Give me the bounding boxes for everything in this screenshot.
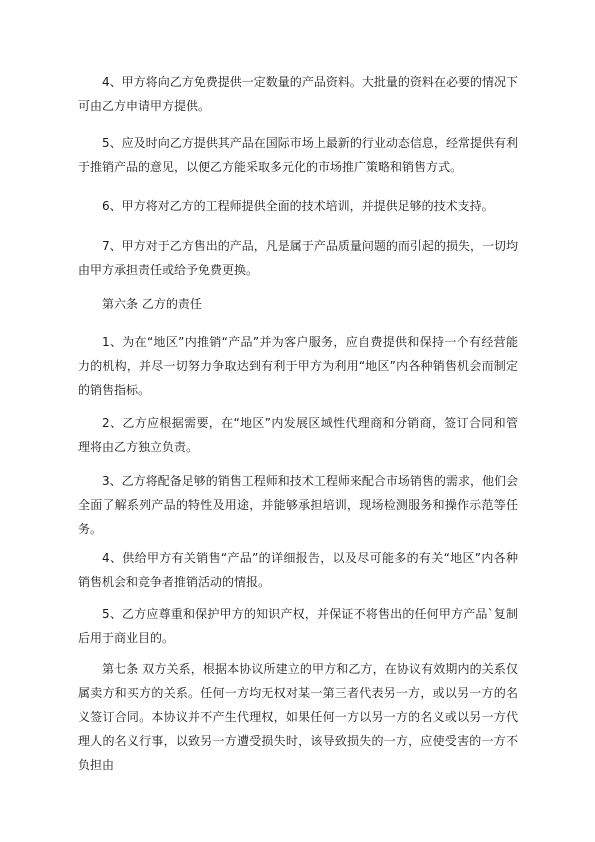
article-7-paragraph: 第七条 双方关系，根据本协议所建立的甲方和乙方，在协议有效期内的关系仅属卖方和买方的关系。任何一方均无权对某一第三者代表另一方，或以另一方的名义签订合同。本协议并不产生代理权，如果任何一方以另一方的名义或以另一方代理人的名义行事，以致另一方遭受损失时，该导致损失的一方，应使受害的一方不负担由	[78, 662, 518, 772]
section-paragraph-5: 5、乙方应尊重和保护甲方的知识产权，并保证不将售出的任何甲方产品`复制后用于商业目的。	[78, 607, 518, 645]
paragraph-6: 6、甲方将对乙方的工程师提供全面的技术培训，并提供足够的技术支持。	[102, 199, 494, 213]
section-paragraph-4: 4、供给甲方有关销售“产品”的详细报告，以及尽可能多的有关“地区”内各种销售机会和竞争者推销活动的情报。	[78, 551, 518, 589]
section-paragraph-2: 2、乙方应根据需要，在“地区”内发展区域性代理商和分销商，签订合同和管理将由乙方独立负责。	[78, 416, 518, 454]
paragraph-7: 7、甲方对于乙方售出的产品，凡是属于产品质量问题的而引起的损失，一切均由甲方承担责任或给予免费更换。	[78, 239, 518, 277]
section-paragraph-3: 3、乙方将配备足够的销售工程师和技术工程师来配合市场销售的需求，他们会全面了解系列产品的特性及用途，并能够承担培训，现场检测服务和操作示范等任务。	[78, 474, 518, 536]
section-heading: 第六条 乙方的责任	[102, 297, 202, 311]
paragraph-4: 4、甲方将向乙方免费提供一定数量的产品资料。大批量的资料在必要的情况下可由乙方申请甲方提供。	[78, 75, 518, 113]
section-paragraph-1: 1、为在“地区”内推销“产品”并为客户服务，应自费提供和保持一个有经营能力的机构，并尽一切努力争取达到有利于甲方为利用“地区”内各种销售机会而制定的销售指标。	[78, 335, 518, 397]
paragraph-5: 5、应及时向乙方提供其产品在国际市场上最新的行业动态信息，经常提供有利于推销产品的意见，以便乙方能采取多元化的市场推广策略和销售方式。	[78, 136, 518, 174]
